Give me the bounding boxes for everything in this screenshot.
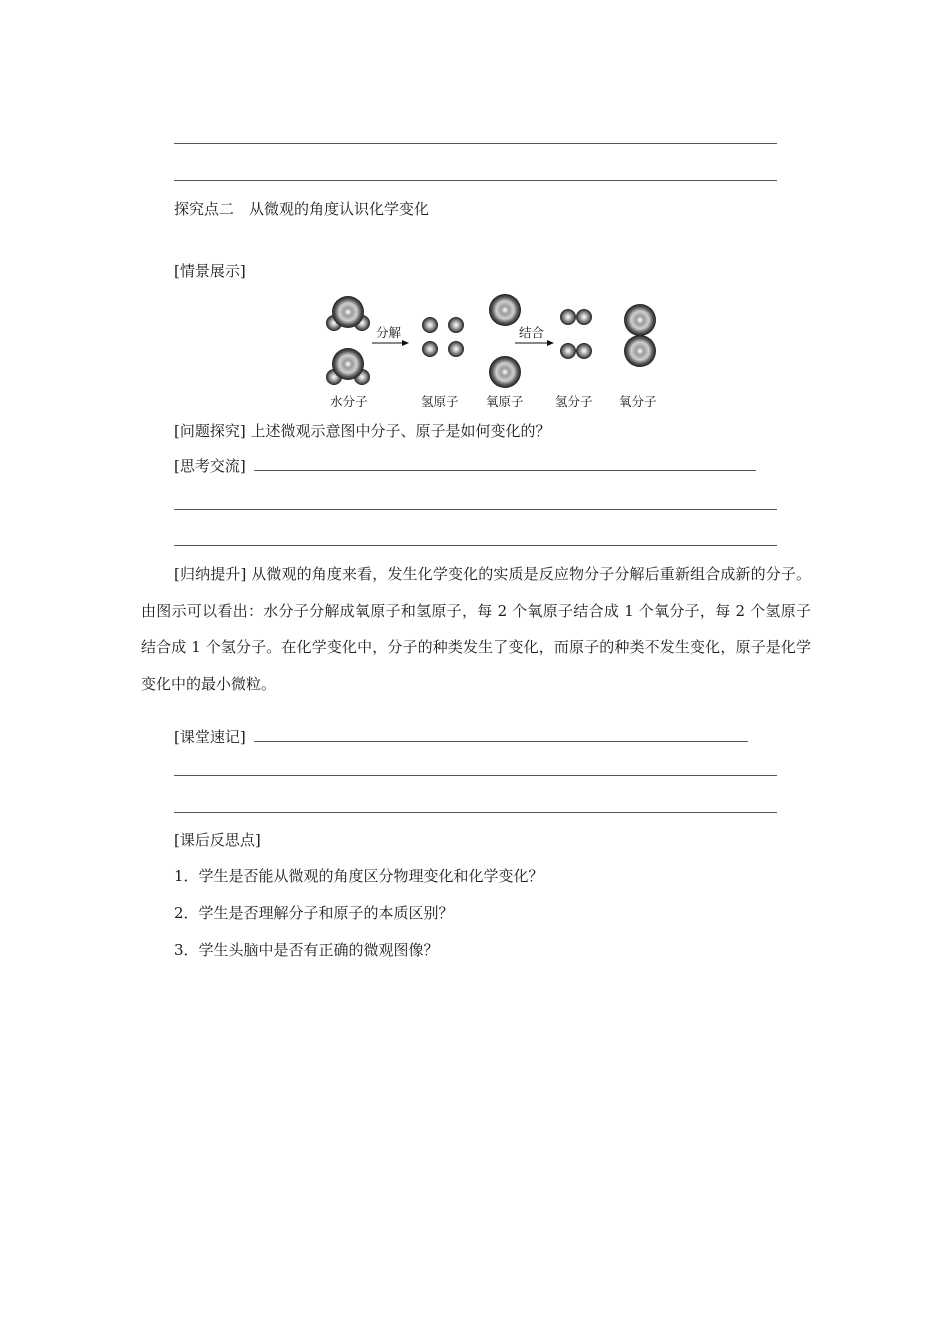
label-hydrogen-atom: 氢原子 [421,394,459,409]
hydrogen-molecule [560,343,592,359]
label-hydrogen-molecule: 氢分子 [555,394,593,409]
molecule-diagram [310,288,690,414]
notes-row [174,727,748,747]
think-row [174,456,756,476]
water-molecule [326,296,370,331]
reflection-title: [课后反思点] [174,831,261,849]
reflection-item: 2．学生是否理解分子和原子的本质区别？ [174,904,454,922]
answer-line [174,143,777,144]
label-oxygen-molecule: 氧分子 [619,394,657,409]
summary-paragraph: [归纳提升] 从微观的角度来看，发生化学变化的实质是反应物分子分解后重新组合成新的分子。由图示可以看出：水分子分解成氧原子和氢原子，每 2 个氧原子结合成 1 个氧分子，每 2 个氢原子结合成 1 个氢分子。在化学变化中，分子的种类发生了变化，而原子的种类不发生变化，原子是化学变化中的最小微粒。 [141,565,811,694]
label-oxygen-atom: 氧原子 [486,394,524,409]
answer-line [174,180,777,181]
water-molecule [326,348,370,385]
answer-line [174,775,777,776]
think-answer-line[interactable] [254,458,756,471]
oxygen-molecule [624,304,656,367]
label-water-molecule: 水分子 [330,394,368,409]
notes-label: [课堂速记] [174,728,246,746]
hydrogen-atoms [422,317,464,357]
scene-label: [情景展示] [174,262,246,280]
answer-line [174,509,777,510]
section-title: 探究点二 从微观的角度认识化学变化 [174,200,430,218]
decompose-label: 分解 [376,325,402,340]
answer-line [174,545,777,546]
reflection-item: 3．学生头脑中是否有正确的微观图像？ [174,941,439,959]
notes-answer-line[interactable] [254,729,748,742]
answer-line [174,812,777,813]
oxygen-atom [489,356,521,388]
think-label: [思考交流] [174,457,246,475]
hydrogen-molecule [560,309,592,325]
question-text: [问题探究] 上述微观示意图中分子、原子是如何变化的？ [174,422,551,440]
reflection-item: 1．学生是否能从微观的角度区分物理变化和化学变化？ [174,867,544,885]
oxygen-atom [489,294,521,326]
combine-label: 结合 [519,325,545,340]
